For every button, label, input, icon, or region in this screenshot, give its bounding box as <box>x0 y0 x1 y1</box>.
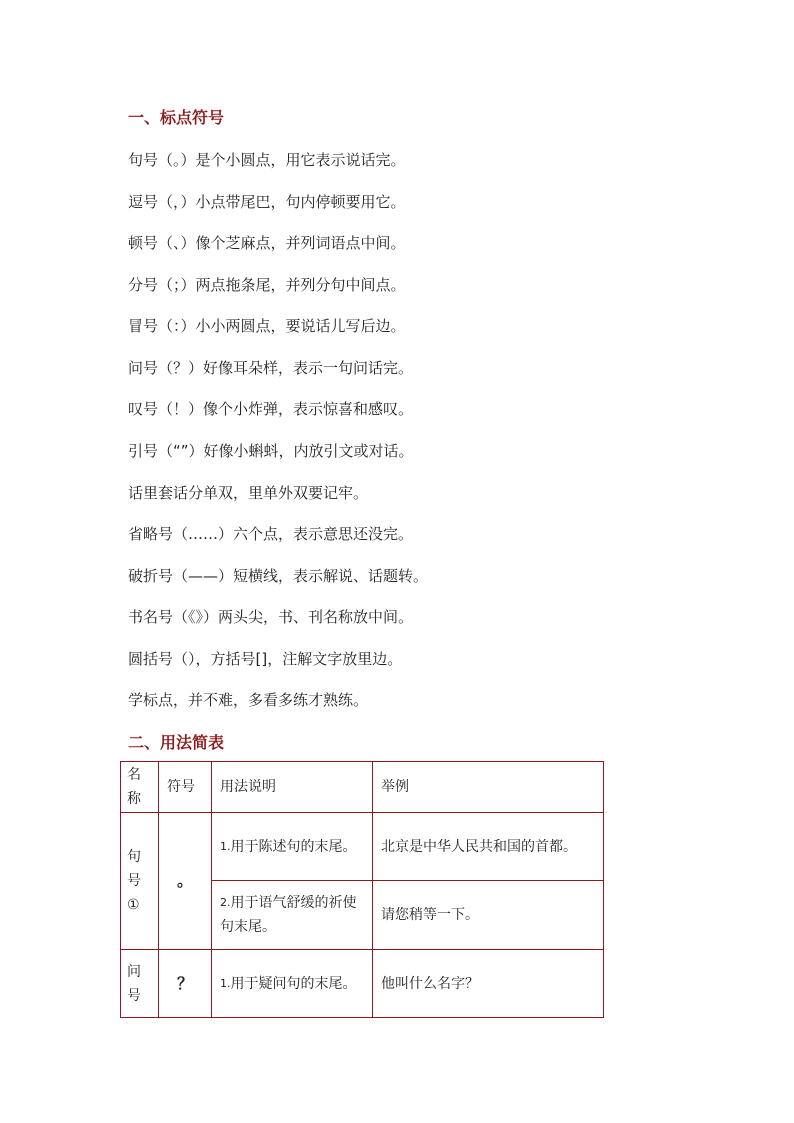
header-usage: 用法说明 <box>212 762 373 813</box>
rhyme-line: 书名号（《》）两头尖，书、刊名称放中间。 <box>128 608 414 626</box>
rhyme-line: 句号（。）是个小圆点，用它表示说话完。 <box>128 151 406 169</box>
rhyme-line: 省略号（……）六个点，表示意思还没完。 <box>128 525 414 543</box>
table-row <box>121 950 604 1018</box>
rhyme-line: 分号（；）两点拖条尾，并列分句中间点。 <box>128 276 406 294</box>
rhyme-line: 引号（“”）好像小蝌蚪，内放引文或对话。 <box>128 442 414 460</box>
usage-text: 用于疑问句的末尾。 <box>230 975 357 992</box>
table-header-row <box>121 762 604 813</box>
example-cell: 北京是中华人民共和国的首都。 <box>373 813 604 881</box>
rhyme-line: 顿号（、）像个芝麻点，并列词语点中间。 <box>128 234 406 252</box>
rhyme-line: 学标点，并不难，多看多练才熟练。 <box>128 691 369 709</box>
table-row <box>121 813 604 881</box>
rhyme-line: 破折号（——）短横线，表示解说、话题转。 <box>128 567 429 585</box>
row-name-question-mark: 问号 <box>121 950 159 1018</box>
section-heading-usage-table: 二、用法简表 <box>128 733 225 752</box>
usage-text: 用于语气舒缓的祈使句末尾。 <box>220 895 357 935</box>
usage-cell <box>212 813 373 881</box>
rhyme-line: 问号（？）好像耳朵样，表示一句问话完。 <box>128 359 414 377</box>
item-number: 2. <box>220 896 231 909</box>
usage-cell <box>212 950 373 1018</box>
row-name-period: 句号① <box>121 813 159 950</box>
header-name: 名称 <box>121 762 159 813</box>
item-number: 1. <box>220 976 231 990</box>
section-heading-punctuation: 一、标点符号 <box>128 108 225 127</box>
row-symbol-period: 。 <box>159 813 212 950</box>
rhyme-line: 圆括号（），方括号[]，注解文字放里边。 <box>128 650 403 668</box>
rhyme-line: 话里套话分单双，里单外双要记牢。 <box>128 484 369 502</box>
rhyme-line: 冒号（：）小小两圆点，要说话儿写后边。 <box>128 317 406 335</box>
usage-text: 用于陈述句的末尾。 <box>230 838 357 855</box>
rhyme-line: 逗号（，）小点带尾巴，句内停顿要用它。 <box>128 193 406 211</box>
header-example: 举例 <box>373 762 604 813</box>
rhyme-line: 叹号（！）像个小炸弹，表示惊喜和感叹。 <box>128 400 414 418</box>
header-symbol: 符号 <box>159 762 212 813</box>
item-number: 1. <box>220 839 231 853</box>
example-cell: 请您稍等一下。 <box>373 881 604 950</box>
row-symbol-question-mark: ？ <box>159 950 212 1018</box>
example-cell: 他叫什么名字？ <box>373 950 604 1018</box>
usage-table <box>120 761 604 1018</box>
usage-cell <box>212 881 373 950</box>
